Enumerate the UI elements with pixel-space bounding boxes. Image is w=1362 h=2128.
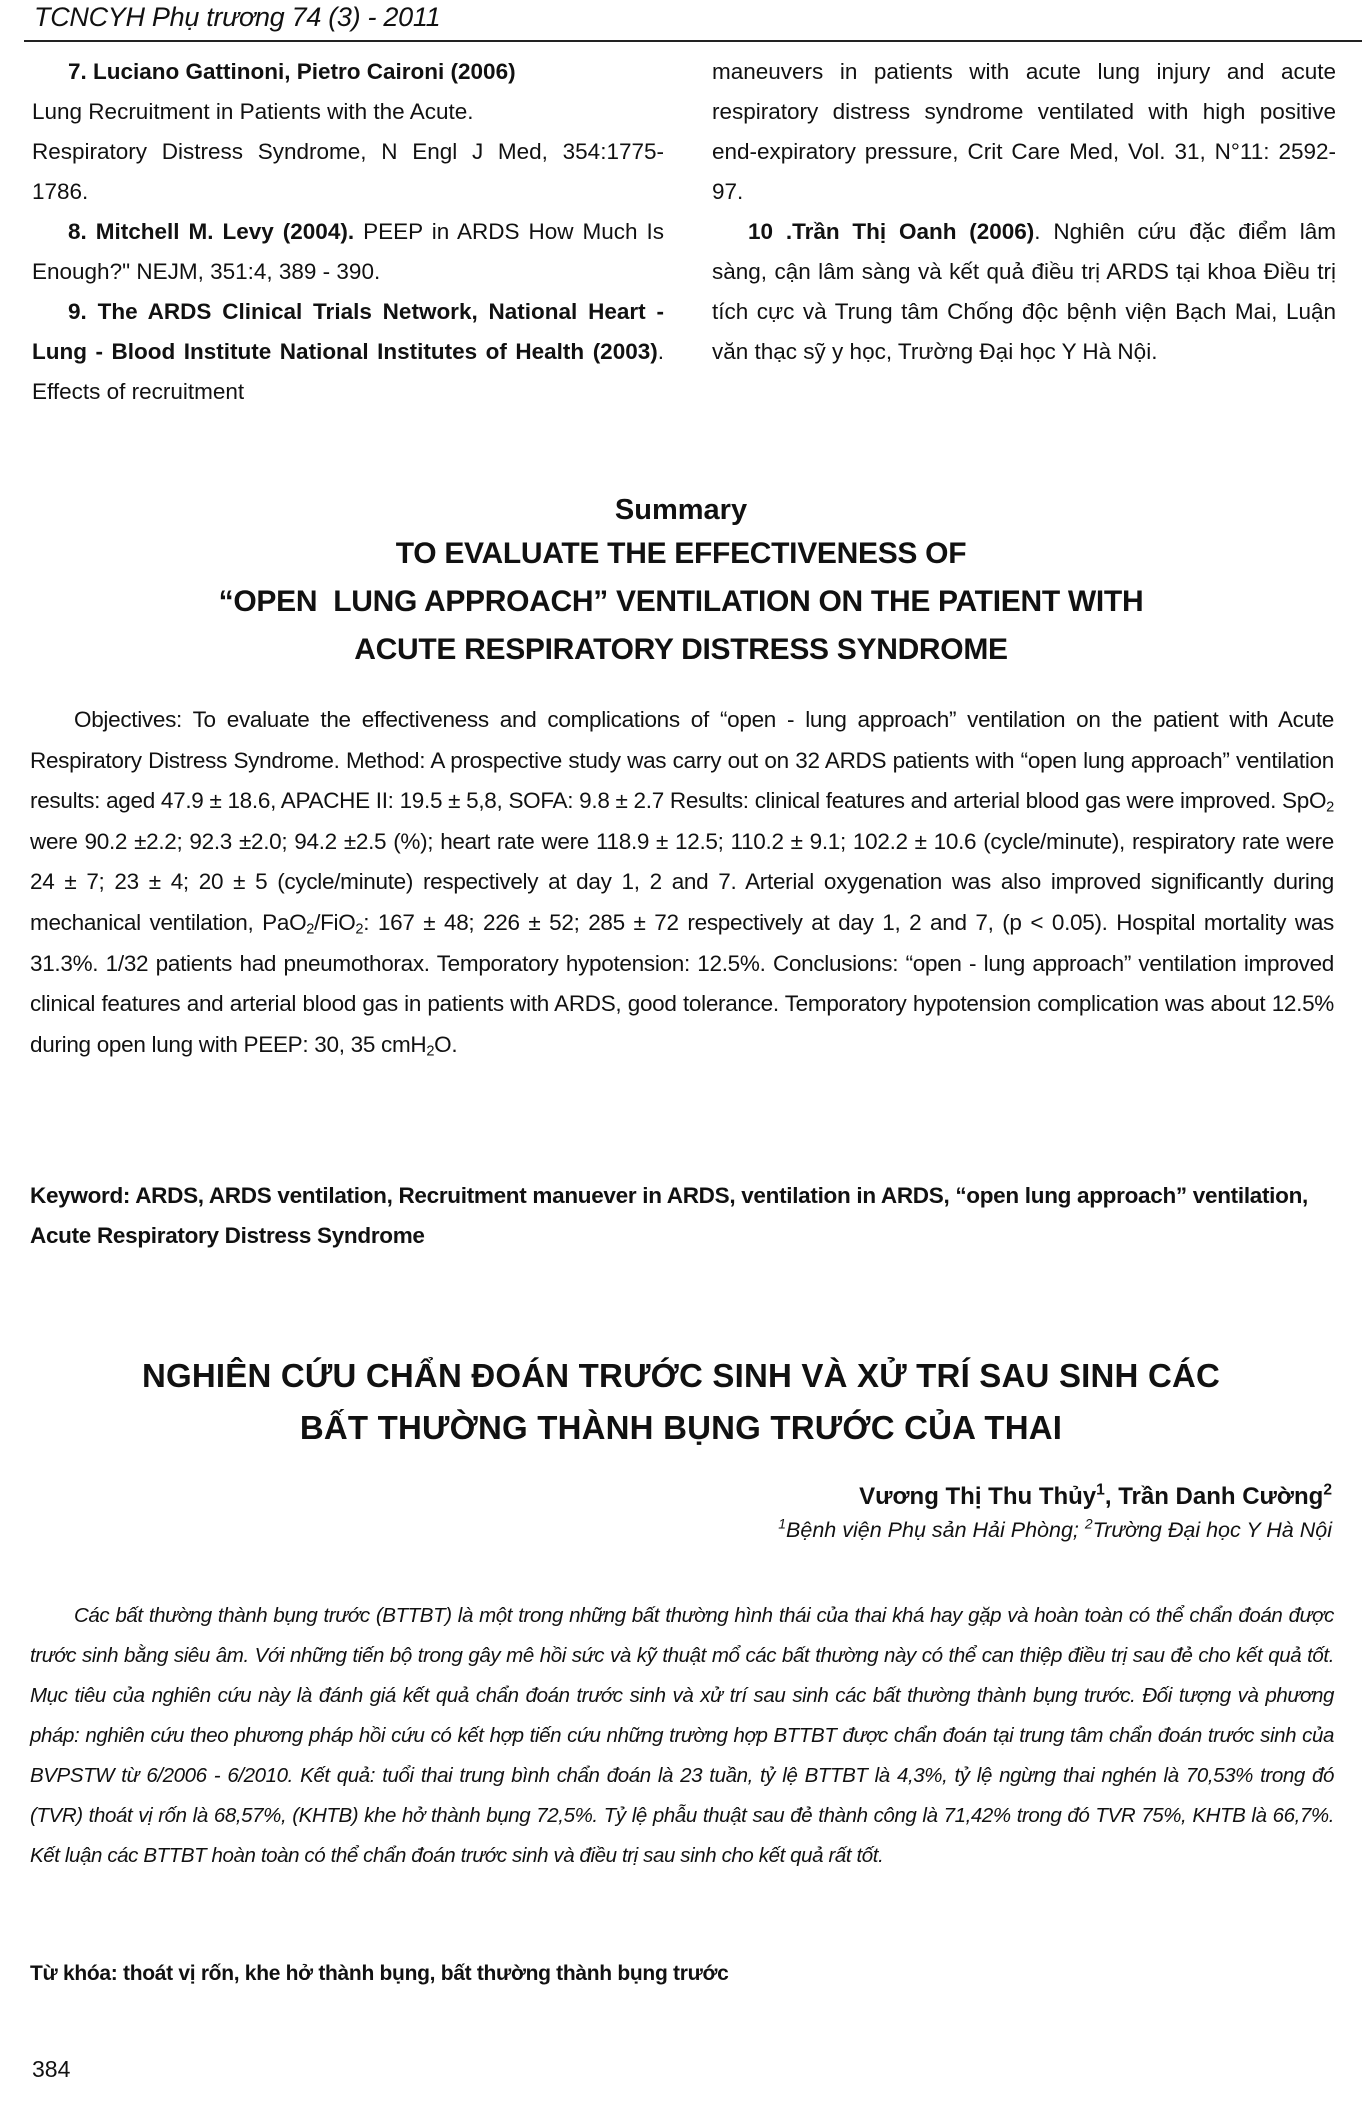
reference-7-rest: Respiratory Distress Syndrome, N Engl J Med, 354:1775- 1786. <box>32 139 664 204</box>
reference-8 <box>32 212 664 292</box>
reference-8-rest: PEEP in ARDS How Much Is Enough?" NEJM, 351:4, 389 - 390. <box>32 219 664 284</box>
summary-label: Summary <box>614 494 748 526</box>
reference-10 <box>712 212 1336 372</box>
article-title-line-2: BẤT THƯỜNG THÀNH BỤNG TRƯỚC CỦA THAI <box>299 1409 1063 1446</box>
english-abstract <box>30 700 1334 1065</box>
references-right-column <box>712 52 1336 372</box>
summary-title-line-2: “OPEN LUNG APPROACH” VENTILATION ON THE PATIENT WITH <box>218 585 1144 618</box>
abstract-text-1: Objectives: To evaluate the effectiveness and complications of “open - lung approach” ventilation on the patient with Acute Respiratory Distress Syndrome. Method: A prospective study was carry out on 32 ARDS patients with “open lung approach” ventilation results: aged 47.9 ± 18.6, APACHE II: 19.5 ± 5,8, SOFA: 9.8 ± 2.7 Results: clinical features and arterial blood gas were improved. SpO <box>30 707 1334 814</box>
reference-8-authors: 8. Mitchell M. Levy (2004). <box>68 219 355 244</box>
reference-9-continuation-text: maneuvers in patients with acute lung injury and acute respiratory distress syndrome ventilated with high positive end-expiratory pressure, Crit Care Med, Vol. 31, N°11: 2592-97. <box>712 59 1336 204</box>
journal-header: TCNCYH Phụ trương 74 (3) - 2011 <box>34 2 441 32</box>
author-separator: , <box>1104 1483 1119 1510</box>
author-1-affiliation-mark: 1 <box>1096 1481 1105 1499</box>
author-2: Trần Danh Cường <box>1118 1483 1324 1510</box>
reference-9-continuation <box>712 52 1336 212</box>
reference-7-authors: 7. Luciano Gattinoni, Pietro Caironi (2006) <box>68 59 516 84</box>
reference-10-rest: . Nghiên cứu đặc điểm lâm sàng, cận lâm sàng và kết quả điều trị ARDS tại khoa Điều trị tích cực và Trung tâm Chống độc bệnh viện Bạch Mai, Luận văn thạc sỹ y học, Trường Đại học Y Hà Nội. <box>712 219 1336 364</box>
author-1: Vương Thị Thu Thủy <box>859 1483 1097 1510</box>
header-rule <box>24 40 1362 42</box>
page-number: 384 <box>32 2056 71 2082</box>
abstract-text-2: were 90.2 ±2.2; 92.3 ±2.0; 94.2 ±2.5 (%); heart rate were 118.9 ± 12.5; 110.2 ± 9.1; 102.2 ± 10.6 (cycle/minute), respiratory rate were 24 ± 7; 23 ± 4; 20 ± 5 (cycle/minute) respectively at day 1, 2 and 7. Arterial oxygenation was also improved significantly during mechanical ventilation, PaO <box>30 828 1334 935</box>
summary-title-line-1: TO EVALUATE THE EFFECTIVENESS OF <box>395 537 967 570</box>
references-left-column <box>32 52 664 412</box>
summary-heading-block <box>0 490 1362 674</box>
summary-title-line-3: ACUTE RESPIRATORY DISTRESS SYNDROME <box>354 633 1008 666</box>
article-title-line-1: NGHIÊN CỨU CHẨN ĐOÁN TRƯỚC SINH VÀ XỬ TRÍ SAU SINH CÁC <box>141 1357 1221 1394</box>
reference-7-title: Lung Recruitment in Patients with the Acute. <box>32 99 474 124</box>
affiliation-2: Trường Đại học Y Hà Nội <box>1092 1518 1332 1542</box>
abstract-text-4: : 167 ± 48; 226 ± 52; 285 ± 72 respectively at day 1, 2 and 7, (p < 0.05). Hospital mortality was 31.3%. 1/32 patients had pneumothorax. Temporatory hypotension: 12.5%. Conclusions: “open - lung approach” ventilation improved clinical features and arterial blood gas in patients with ARDS, good tolerance. Temporatory hypotension complication was about 12.5% during open lung with PEEP: 30, 35 cmH <box>30 909 1334 1057</box>
subscript-2: 2 <box>1326 799 1334 816</box>
reference-9 <box>32 292 664 412</box>
abstract-text-5: O. <box>434 1031 458 1057</box>
article-affiliations <box>778 1514 1332 1546</box>
reference-7 <box>32 52 664 132</box>
subscript-2: 2 <box>355 921 364 938</box>
reference-9-authors: 9. The ARDS Clinical Trials Network, National Heart - Lung - Blood Institute National Institutes of Health (2003) <box>32 299 664 364</box>
reference-7-continued <box>32 132 664 212</box>
affiliation-1-mark: 1 <box>778 1515 787 1532</box>
vietnamese-abstract: Các bất thường thành bụng trước (BTTBT) là một trong những bất thường hình thái của thai khá hay gặp và hoàn toàn có thể chẩn đoán được trước sinh bằng siêu âm. Với những tiến bộ trong gây mê hồi sức và kỹ thuật mổ các bất thường này có thể can thiệp điều trị sau đẻ cho kết quả tốt. Mục tiêu của nghiên cứu này là đánh giá kết quả chẩn đoán trước sinh và xử trí sau sinh các bất thường thành bụng trước. Đối tượng và phương pháp: nghiên cứu theo phương pháp hồi cứu có kết hợp tiến cứu những trường hợp BTTBT được chẩn đoán tại trung tâm chẩn đoán trước sinh của BVPSTW từ 6/2006 - 6/2010. Kết quả: tuổi thai trung bình chẩn đoán là 23 tuần, tỷ lệ BTTBT là 4,3%, tỷ lệ ngừng thai nghén là 70,53% trong đó (TVR) thoát vị rốn là 68,57%, (KHTB) khe hở thành bụng 72,5%. Tỷ lệ phẫu thuật sau đẻ thành công là 71,42% trong đó TVR 75%, KHTB là 66,7%. Kết luận các BTTBT hoàn toàn có thể chẩn đoán trước sinh và điều trị sau sinh cho kết quả rất tốt. <box>30 1604 1334 1867</box>
reference-10-authors: 10 .Trần Thị Oanh (2006) <box>748 219 1035 244</box>
affiliation-1: Bệnh viện Phụ sản Hải Phòng; <box>786 1518 1085 1542</box>
abstract-text-3: /FiO <box>314 909 356 935</box>
subscript-2: 2 <box>426 1043 435 1060</box>
english-keywords: Keyword: ARDS, ARDS ventilation, Recruitment manuever in ARDS, ventilation in ARDS, “open lung approach” ventilation, Acute Respiratory Distress Syndrome <box>30 1183 1308 1248</box>
reference-9-rest: . Effects of recruitment <box>32 339 664 404</box>
article-title <box>0 1350 1362 1454</box>
article-authors <box>859 1480 1332 1514</box>
author-2-affiliation-mark: 2 <box>1323 1481 1332 1499</box>
subscript-2: 2 <box>306 921 315 938</box>
affiliation-2-mark: 2 <box>1084 1515 1093 1532</box>
vietnamese-keywords: Từ khóa: thoát vị rốn, khe hở thành bụng, bất thường thành bụng trước <box>30 1962 729 1985</box>
